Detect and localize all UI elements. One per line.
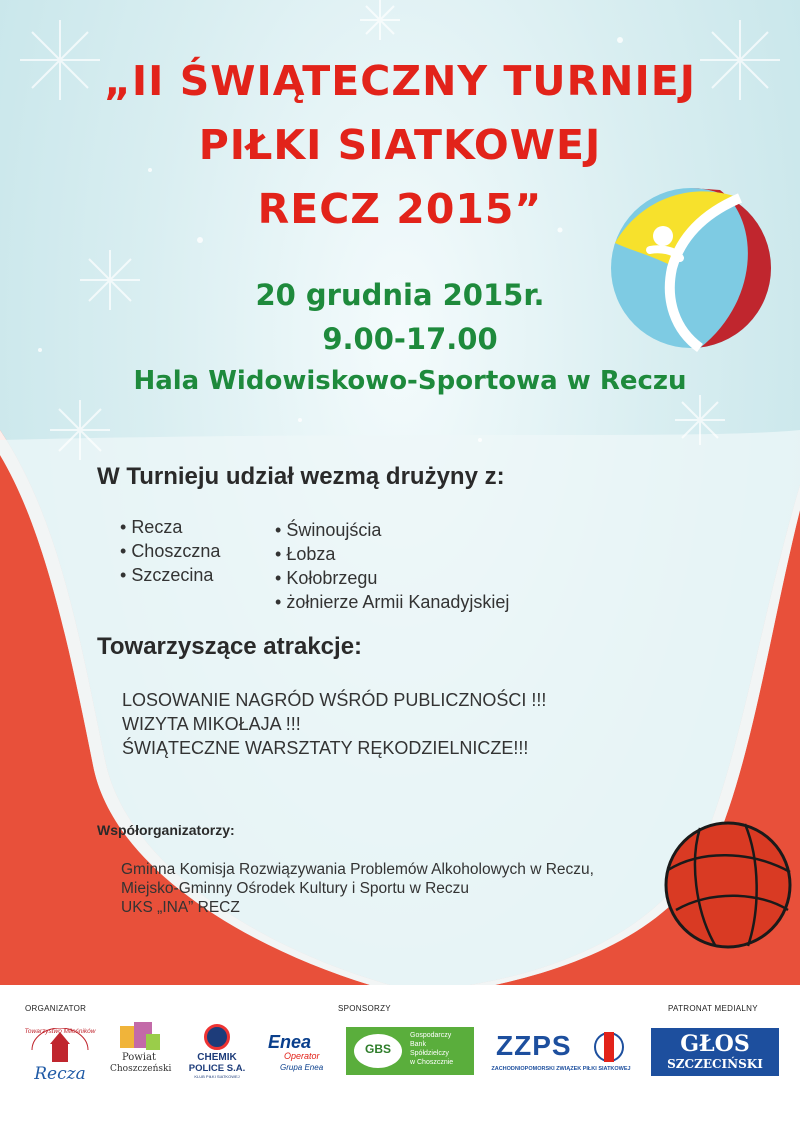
title-line-3: RECZ 2015” <box>257 185 543 233</box>
list-item: • Świnoujścia <box>275 518 509 542</box>
list-item: • Łobza <box>275 542 509 566</box>
list-item: WIZYTA MIKOŁAJA !!! <box>122 714 301 734</box>
coorganizers-heading: Współorganizatorzy: <box>97 822 235 838</box>
powiat-logo: Powiat Choszczeński <box>110 1022 168 1084</box>
event-venue: Hala Widowiskowo-Sportowa w Reczu <box>133 366 687 396</box>
list-item: UKS „INA” RECZ <box>121 899 240 916</box>
list-item: LOSOWANIE NAGRÓD WŚRÓD PUBLICZNOŚCI !!! <box>122 690 547 710</box>
teams-column-2 <box>275 518 509 614</box>
enea-logo: Enea Operator Grupa Enea <box>268 1032 324 1072</box>
event-date: 20 grudnia 2015r. <box>255 278 545 312</box>
recz-logo-text: Recza <box>34 1064 86 1084</box>
glos-logo: GŁOS SZCZECIŃSKI <box>651 1028 779 1076</box>
list-item: ŚWIĄTECZNE WARSZTATY RĘKODZIELNICZE!!! <box>122 738 529 758</box>
attractions-heading: Towarzyszące atrakcje: <box>97 633 363 660</box>
sponsors-label: SPONSORZY <box>338 1004 391 1013</box>
title-line-1: „II ŚWIĄTECZNY TURNIEJ <box>103 57 697 105</box>
zzps-logo: ZZPS ZACHODNIOPOMORSKI ZWIĄZEK PIŁKI SIATKOWEJ <box>491 1030 631 1072</box>
list-item: • Choszczna <box>120 539 220 563</box>
recz-logo <box>20 1028 100 1088</box>
list-item: • żołnierze Armii Kanadyjskiej <box>275 590 509 614</box>
list-item: Miejsko-Gminny Ośrodek Kultury i Sportu w Reczu <box>121 880 470 897</box>
list-item: • Kołobrzegu <box>275 566 509 590</box>
recz-logo-arc: Towarzystwo Miłośników <box>24 1028 96 1035</box>
chemik-logo: CHEMIK POLICE S.A. KLUB PIŁKI SIATKOWEJ <box>182 1024 252 1084</box>
gbs-logo: GBS Gospodarczy Bank Spółdzielczy w Choszcznie <box>346 1027 474 1075</box>
list-item: • Szczecina <box>120 563 220 587</box>
teams-heading: W Turnieju udział wezmą drużyny z: <box>97 463 505 490</box>
teams-column-1 <box>120 515 220 587</box>
media-label: PATRONAT MEDIALNY <box>668 1004 758 1013</box>
coorganizers-list <box>121 860 594 917</box>
organizer-label: ORGANIZATOR <box>25 1004 87 1013</box>
title-line-2: PIŁKI SIATKOWEJ <box>198 121 602 169</box>
event-time: 9.00-17.00 <box>322 322 498 356</box>
attractions-list <box>122 688 546 760</box>
list-item: • Recza <box>120 515 220 539</box>
volleyball-icon <box>666 823 790 947</box>
list-item: Gminna Komisja Rozwiązywania Problemów Alkoholowych w Reczu, <box>121 861 594 878</box>
